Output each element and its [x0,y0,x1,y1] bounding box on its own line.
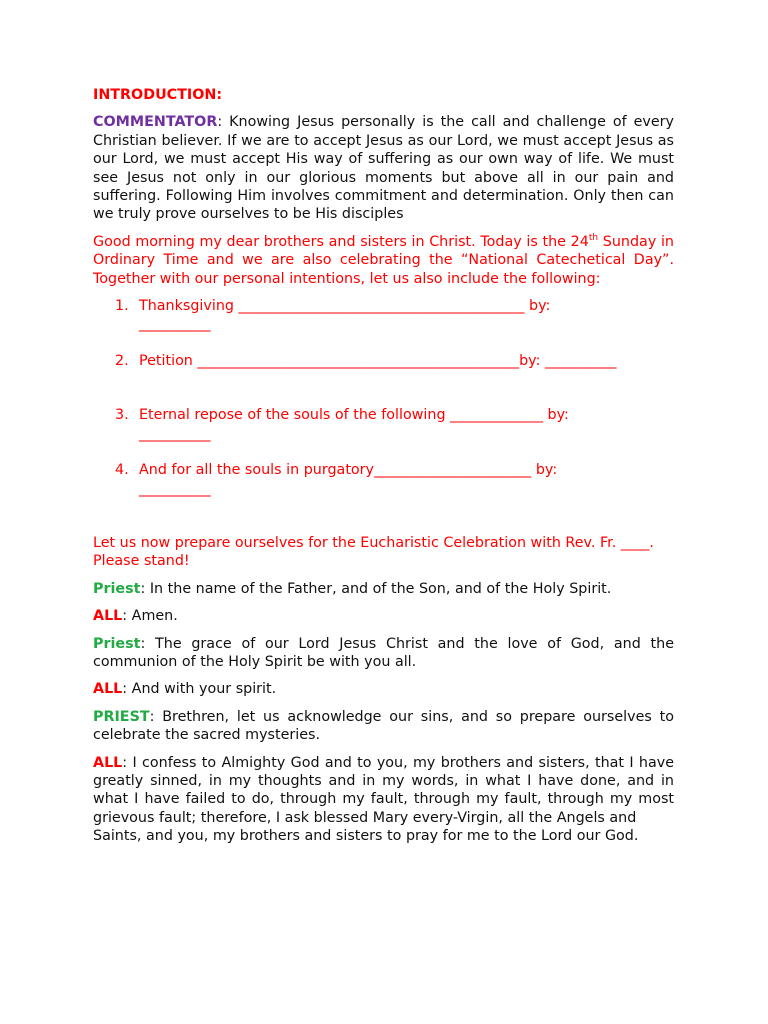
greeting-sup: th [588,232,599,243]
speaker-label: Priest [93,635,141,652]
commentator-label: COMMENTATOR [93,114,218,131]
speaker-label: ALL [93,681,123,698]
intention-blank: __________ [139,425,211,442]
intention-line: Eternal repose of the souls of the following _____________ by: [139,407,569,424]
intention-line: And for all the souls in purgatory______________________ by: [139,462,558,479]
intention-item [93,406,674,443]
greeting-text-b: Sunday in Ordinary Time and we are also celebrating the “National Catechetical Day”. Together with our personal intentions, let us also include the following: [93,233,674,287]
liturgy-line [93,580,674,598]
liturgy-text: : Amen. [122,608,178,625]
intentions-list [93,297,674,498]
greeting-paragraph [93,233,674,288]
intention-blank: __________ [139,480,211,497]
liturgy-text: : Brethren, let us acknowledge our sins, and so prepare ourselves to celebrate the sacred mysteries. [93,708,674,744]
liturgy-text: : In the name of the Father, and of the Son, and of the Holy Spirit. [140,580,612,597]
intention-line: Petition _____________________________________________by: __________ [139,352,617,369]
speaker-label: Priest [93,580,141,597]
confiteor-continuation: Saints, and you, my brothers and sisters to pray for me to the Lord our God. [93,828,639,845]
intention-item [93,461,674,498]
liturgy-line [93,680,674,698]
liturgy-line [93,635,674,672]
confiteor-paragraph [93,754,674,828]
liturgy-line [93,708,674,745]
intention-line: Thanksgiving ________________________________________ by: [139,298,551,315]
intention-number: 3. [115,407,129,424]
prepare-paragraph: Let us now prepare ourselves for the Eucharistic Celebration with Rev. Fr. ____. Please stand! [93,534,654,570]
confiteor-text-a: : I confess to Almighty God and to you, my brothers and sisters, that I have greatly sinned, in my thoughts and in my words, in what I have done, and in what I have failed to do, through my fault, through my fault, through my most grievous fault; therefore, I ask blessed Mary every-Virgin, all the Angels and [93,754,674,826]
document-body [93,86,674,846]
commentator-text: : Knowing Jesus personally is the call and challenge of every Christian believer. If we are to accept Jesus as our Lord, we must accept Jesus as our Lord, we must accept His way of suffering as our own way of life. We must see Jesus not only in our glorious moments but above all in our pain and suffering. Following Him involves commitment and determination. Only then can we truly prove ourselves to be His disciples [93,114,674,223]
liturgy-text: : And with your spirit. [122,681,277,698]
speaker-label: ALL [93,608,123,625]
intention-item [93,352,674,370]
greeting-text-a: Good morning my dear brothers and sisters in Christ. Today is the 24 [93,233,589,250]
intention-number: 4. [115,462,129,479]
speaker-label: PRIEST [93,708,150,725]
intention-number: 2. [115,352,129,369]
intention-item [93,297,674,334]
intention-number: 1. [115,298,129,315]
liturgy-text: : The grace of our Lord Jesus Christ and the love of God, and the communion of the Holy Spirit be with you all. [93,635,674,670]
liturgy-line [93,607,674,625]
commentator-paragraph [93,113,674,223]
intention-blank: __________ [139,316,211,333]
introduction-heading: INTRODUCTION: [93,87,223,103]
speaker-label: ALL [93,754,123,771]
